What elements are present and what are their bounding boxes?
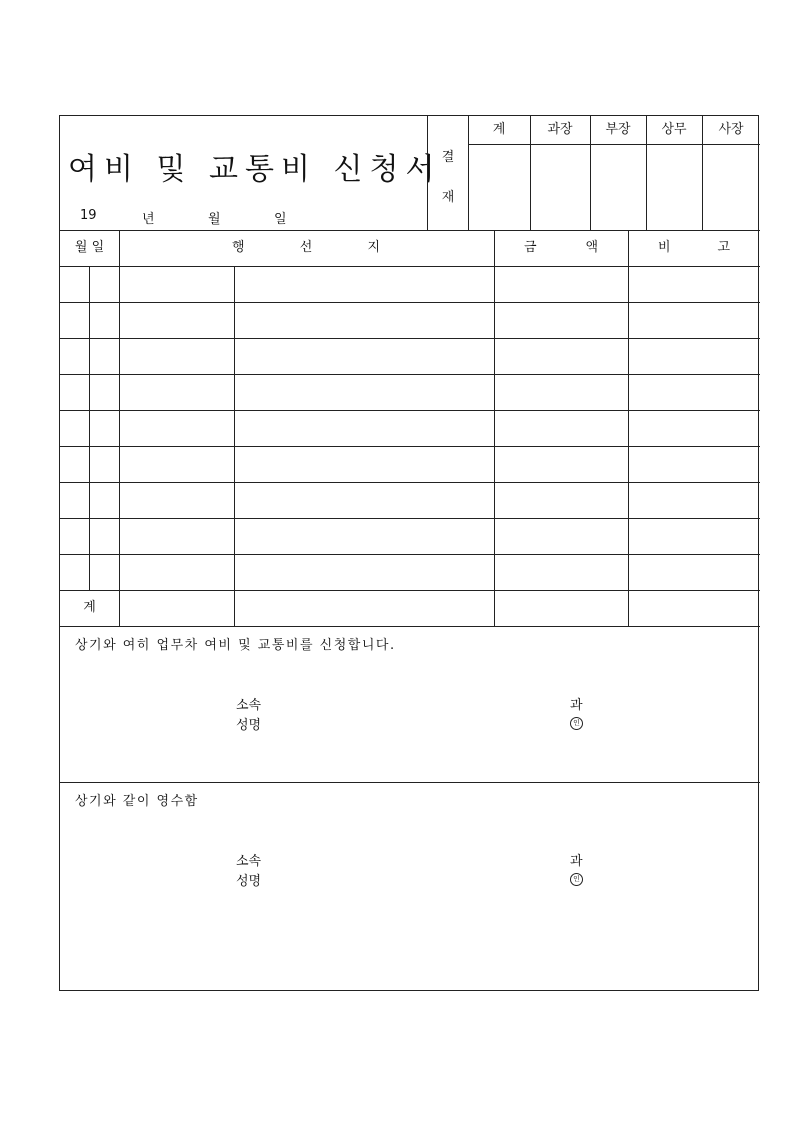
place-from-cell[interactable]: [121, 339, 233, 373]
approval-box-staff[interactable]: [469, 145, 529, 229]
application-seal-icon: 인: [570, 714, 583, 730]
column-header-remark: 비 고: [658, 240, 730, 255]
receipt-affiliation-field[interactable]: [296, 846, 566, 866]
day-cell[interactable]: [91, 303, 118, 337]
remark-cell[interactable]: [630, 447, 759, 481]
destination-cell[interactable]: [236, 303, 493, 337]
day-cell[interactable]: [91, 267, 118, 301]
receipt-name-field[interactable]: [296, 866, 566, 886]
application-name-field[interactable]: [296, 710, 566, 730]
amount-cell[interactable]: [496, 267, 627, 301]
place-from-cell[interactable]: [121, 483, 233, 517]
total-place-cell[interactable]: [121, 591, 233, 625]
amount-cell[interactable]: [496, 375, 627, 409]
date-year-unit: 년: [142, 212, 155, 227]
month-cell[interactable]: [61, 447, 88, 481]
place-from-cell[interactable]: [121, 411, 233, 445]
approval-position-director: 상무: [661, 122, 687, 137]
remark-cell[interactable]: [630, 483, 759, 517]
application-name-label: 성명: [236, 718, 262, 733]
month-cell[interactable]: [61, 303, 88, 337]
destination-cell[interactable]: [236, 555, 493, 589]
approval-box-section-chief[interactable]: [531, 145, 589, 229]
destination-cell[interactable]: [236, 447, 493, 481]
approval-position-president: 사장: [718, 122, 744, 137]
remark-cell[interactable]: [630, 303, 759, 337]
date-day-unit: 일: [274, 212, 287, 227]
application-affiliation-field[interactable]: [296, 690, 566, 710]
place-from-cell[interactable]: [121, 267, 233, 301]
column-header-month-day: 월 일: [74, 240, 105, 255]
place-from-cell[interactable]: [121, 555, 233, 589]
approval-position-dept-head: 부장: [605, 122, 631, 137]
destination-cell[interactable]: [236, 267, 493, 301]
application-affiliation-suffix: 과: [570, 698, 583, 713]
day-cell[interactable]: [91, 411, 118, 445]
approval-label-bottom: 재: [441, 190, 455, 205]
place-from-cell[interactable]: [121, 519, 233, 553]
destination-cell[interactable]: [236, 339, 493, 373]
month-cell[interactable]: [61, 519, 88, 553]
remark-cell[interactable]: [630, 375, 759, 409]
column-header-destination: 행 선 지: [232, 240, 380, 255]
approval-position-section-chief: 과장: [547, 122, 573, 137]
approval-position-staff: 계: [492, 122, 506, 137]
remark-cell[interactable]: [630, 555, 759, 589]
day-cell[interactable]: [91, 339, 118, 373]
place-from-cell[interactable]: [121, 447, 233, 481]
application-statement: 상기와 여히 업무차 여비 및 교통비를 신청합니다.: [75, 638, 396, 653]
receipt-seal-icon: 인: [570, 870, 583, 886]
amount-cell[interactable]: [496, 339, 627, 373]
total-row-label: 계: [83, 600, 96, 615]
approval-box-dept-head[interactable]: [591, 145, 645, 229]
day-cell[interactable]: [91, 447, 118, 481]
remark-cell[interactable]: [630, 339, 759, 373]
day-cell[interactable]: [91, 483, 118, 517]
month-cell[interactable]: [61, 411, 88, 445]
month-cell[interactable]: [61, 483, 88, 517]
approval-box-president[interactable]: [703, 145, 759, 229]
application-affiliation-label: 소속: [236, 698, 262, 713]
receipt-affiliation-suffix: 과: [570, 854, 583, 869]
destination-cell[interactable]: [236, 375, 493, 409]
day-cell[interactable]: [91, 555, 118, 589]
amount-cell[interactable]: [496, 483, 627, 517]
amount-cell[interactable]: [496, 555, 627, 589]
remark-cell[interactable]: [630, 267, 759, 301]
month-cell[interactable]: [61, 339, 88, 373]
total-destination-cell[interactable]: [236, 591, 493, 625]
month-cell[interactable]: [61, 267, 88, 301]
date-month-unit: 월: [208, 212, 221, 227]
date-year-prefix: 19: [80, 208, 97, 223]
place-from-cell[interactable]: [121, 375, 233, 409]
amount-cell[interactable]: [496, 447, 627, 481]
travel-expense-form: [59, 115, 759, 991]
remark-cell[interactable]: [630, 411, 759, 445]
month-cell[interactable]: [61, 375, 88, 409]
approval-label-top: 결: [441, 150, 455, 165]
receipt-statement: 상기와 같이 영수함: [75, 794, 199, 809]
destination-cell[interactable]: [236, 519, 493, 553]
day-cell[interactable]: [91, 375, 118, 409]
total-amount-cell[interactable]: [496, 591, 627, 625]
total-remark-cell[interactable]: [630, 591, 759, 625]
amount-cell[interactable]: [496, 411, 627, 445]
approval-box-director[interactable]: [647, 145, 701, 229]
amount-cell[interactable]: [496, 519, 627, 553]
receipt-name-label: 성명: [236, 874, 262, 889]
receipt-affiliation-label: 소속: [236, 854, 262, 869]
day-cell[interactable]: [91, 519, 118, 553]
column-header-amount: 금 액: [524, 240, 598, 255]
remark-cell[interactable]: [630, 519, 759, 553]
destination-cell[interactable]: [236, 411, 493, 445]
form-title: 여비 및 교통비 신청서: [68, 152, 442, 187]
amount-cell[interactable]: [496, 303, 627, 337]
destination-cell[interactable]: [236, 483, 493, 517]
month-cell[interactable]: [61, 555, 88, 589]
place-from-cell[interactable]: [121, 303, 233, 337]
